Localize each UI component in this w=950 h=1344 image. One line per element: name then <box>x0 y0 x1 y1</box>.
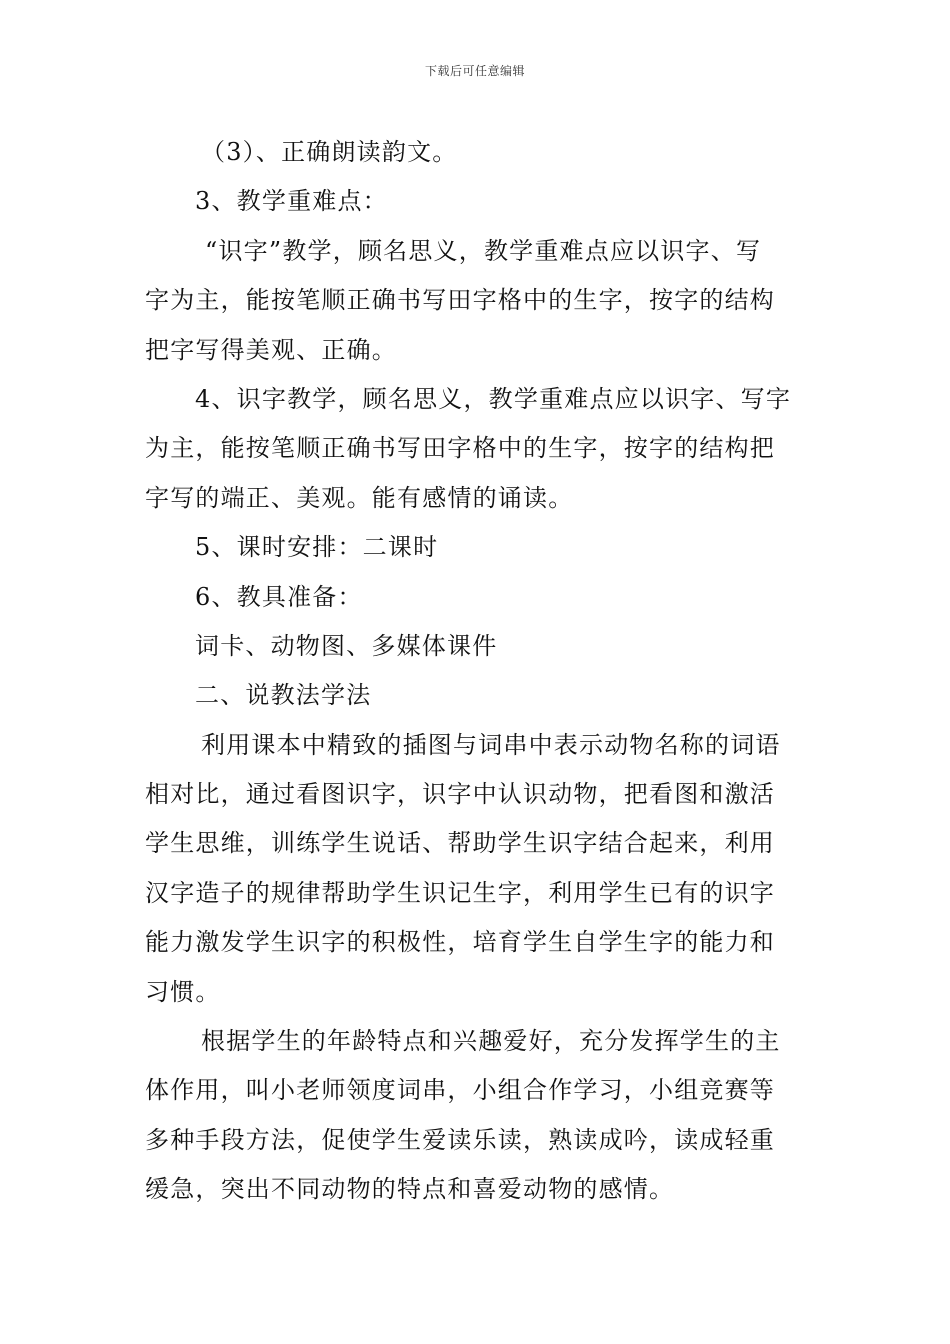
section-heading: 3、教学重难点： <box>195 187 388 216</box>
paragraph-line: 字写的端正、美观。能有感情的诵读。 <box>145 483 574 512</box>
paragraph-line: 汉字造子的规律帮助学生识记生字，利用学生已有的识字 <box>145 878 775 907</box>
paragraph-line: 习惯。 <box>145 977 221 1006</box>
section-heading: 二、说教法学法 <box>195 681 372 710</box>
paragraph-line: “识字”教学，顾名思义，教学重难点应以识字、写 <box>205 236 762 265</box>
paragraph-line: 把字写得美观、正确。 <box>145 335 397 364</box>
paragraph-line: 能力激发学生识字的积极性，培育学生自学生字的能力和 <box>145 928 775 957</box>
paragraph-line: 字为主，能按笔顺正确书写田字格中的生字，按字的结构 <box>145 286 775 315</box>
paragraph-line: 利用课本中精致的插图与词串中表示动物名称的词语 <box>201 730 781 759</box>
page-header: 下载后可任意编辑 <box>424 64 525 78</box>
paragraph-line: 根据学生的年龄特点和兴趣爱好，充分发挥学生的主 <box>201 1027 781 1056</box>
paragraph-line: 相对比，通过看图识字，识字中认识动物，把看图和激活 <box>145 780 775 809</box>
paragraph-line: 体作用，叫小老师领度词串，小组合作学习，小组竞赛等 <box>145 1076 775 1105</box>
section-heading: 5、课时安排：二课时 <box>195 533 439 562</box>
paragraph-line: 词卡、动物图、多媒体课件 <box>195 631 498 660</box>
paragraph-line: 多种手段方法，促使学生爱读乐读，熟读成吟，读成轻重 <box>145 1125 775 1154</box>
paragraph-line: 为主，能按笔顺正确书写田字格中的生字，按字的结构把 <box>145 434 775 463</box>
paragraph-line: 学生思维，训练学生说话、帮助学生识字结合起来，利用 <box>145 829 775 858</box>
document-body <box>145 128 810 1215</box>
paragraph-line: 缓急，突出不同动物的特点和喜爱动物的感情。 <box>145 1175 675 1204</box>
paragraph-line: （3）、正确朗读韵文。 <box>201 138 458 166</box>
section-heading: 6、教具准备： <box>195 582 363 611</box>
paragraph-line: 4、识字教学，顾名思义，教学重难点应以识字、写字 <box>195 384 792 413</box>
